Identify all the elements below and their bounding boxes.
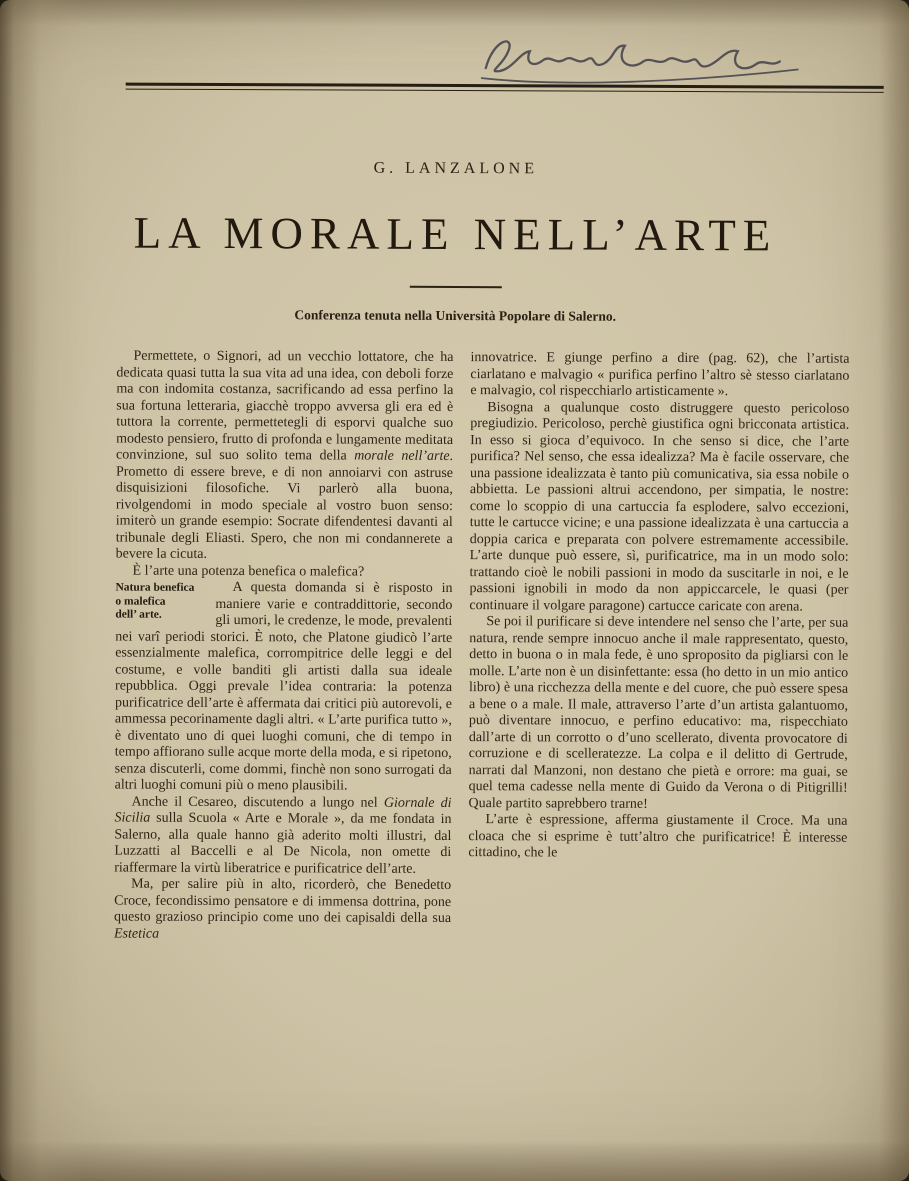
- body-text: Permettete, o Signori, ad un vecchio lottatore, che ha dedicata quasi tutta la sua vita ad una idea, con deboli forze ma con indomita costanza, sacrificando ad essa perfino la sua fortuna letteraria, giacchè troppo avversa gli era ed è tuttora la corrente, permettetegli di esporvi qualche suo modesto pensiero, frutto di profonda e lungamente meditata convinzione, sul suo solito tema della: [116, 348, 454, 464]
- paragraph: [116, 563, 453, 581]
- handwritten-signature-icon: [468, 24, 813, 94]
- subtitle: Conferenza tenuta nella Università Popolare di Salerno.: [294, 307, 617, 324]
- body-text: L’arte è espressione, afferma giustamente il Croce. Ma una cloaca che si esprime è tutt’altro che purificatrice! È interesse cittadino, che le: [468, 812, 848, 861]
- page-title: LA MORALE NELL’ARTE: [133, 207, 778, 261]
- paragraph: [116, 349, 454, 565]
- body-text: sulla Scuola « Arte e Morale », da me fondata in Salerno, alla quale hanno già aderito molti illustri, dal Luzzatti al Baccelli e al De Nicola, non omette di riaffermare la virtù liberatrice e purificatrice dell’arte.: [114, 810, 452, 877]
- author-name: G. LANZALONE: [373, 159, 539, 178]
- paragraph: [470, 350, 849, 401]
- text-columns: [114, 349, 850, 946]
- paragraph: [114, 877, 451, 944]
- paragraph: [469, 400, 849, 616]
- italic-text: Giornale di Sicilia: [114, 795, 452, 826]
- paragraph: [468, 812, 847, 863]
- text-column-left: [114, 349, 454, 944]
- italic-text: morale nell’arte: [354, 448, 450, 464]
- body-text: Bisogna a qualunque costo distruggere questo pericoloso pregiudizio. Pericoloso, perchè giustifica ogni bricconata artistica. In esso si gioca d’equivoco. In che senso si dice, che l’arte purifica? Nel senso, che essa idealizza? Ma è facile osservare, che una passione idealizzata è tanto più comunicativa, sia essa nobile o abbietta. Le passioni altrui accendono, per simpatia, le nostre: come lo scoppio di una cartuccia fa esplodere, salvo eccezioni, tutte le cartucce vicine; e una passione idealizzata è una cartuccia a doppia carica e preparata con polvere estremamente accessibile. L’arte dunque può essere, sì, purificatrice, ma in un modo solo: trattando cioè le nobili passioni in modo da suscitarle in noi, e le passioni ignobili in modo da non appiccarcele, le quasi (per continuare il volgare paragone) cartucce caricate con arena.: [469, 399, 850, 615]
- paragraph: [469, 614, 849, 814]
- body-text: innovatrice. E giunge perfino a dire (pag. 62), che l’artista ciarlatano e malvagio « purifica perfino l’altro sè stesso ciarlatano e malvagio, col rispecchiarlo artisticamente ».: [470, 350, 850, 400]
- paragraph: [114, 794, 451, 878]
- body-text: Se poi il purificare si deve intendere nel senso che l’arte, per sua natura, rende sempre innocuo anche il male rappresentato, questo, detto in buona o in mala fede, è uno sproposito da pigliarsi con le molle. L’arte non è un disinfettante: essa (ho detto in un mio antico libro) è una ricchezza della mente e del cuore, che può essere spesa a bene o a male. Il male, attraverso l’arte d’un artista galantuomo, può diventare innocuo, e perfino educativo: ma, rispecchiato dall’arte di un corrotto o d’uno scellerato, diventa provocatore di corruzione e di scelleratezze. La colpa e il delitto di Gertrude, narrati dal Manzoni, non destano che pietà e orrore: ma guai, se quel tema cadesse nella mente di Guido da Verona o di Pitigrilli! Quale partito saprebbero trarne!: [468, 614, 849, 812]
- margin-note: Natura benefica o malefica dell’ arte.: [115, 581, 195, 621]
- paragraph: [115, 580, 453, 796]
- text-column-right: [468, 350, 850, 946]
- body-text: Anche il Cesareo, discutendo a lungo nel: [131, 794, 384, 811]
- body-text: È l’arte una potenza benefica o malefica?: [132, 563, 365, 580]
- body-text: . Prometto di essere breve, e di non annoiarvi con astruse disquisizioni filosofiche. Vi parlerò alla buona, rivolgendomi in modo speciale al vostro buon senso: imiterò un grande esempio: Socrate difendentesi davanti al tribunale degli Eliasti. Spero, che non mi condannerete a bevere la cicuta.: [115, 448, 454, 562]
- italic-text: Estetica: [113, 926, 160, 942]
- title-rule: [409, 286, 501, 288]
- body-text: A questa domanda si è risposto in maniere varie e contraddittorie, secondo gli umori, le credenze, le mode, prevalenti nei varî periodi storici. È noto, che Platone giudicò l’arte essenzialmente malefica, corrompitrice delle leggi e del costume, e volle banditi gli artisti dalla sua ideale repubblica. Oggi prevale l’idea contraria: la potenza purificatrice dell’arte è affermata dai critici più autorevoli, e ammessa pecorinamente dagli altri. « L’arte purifica tutto », è diventato uno di quei luoghi comuni, che di tempo in tempo affiorano sulle acque morte della moda, e si ripetono, senza discuterli, come dommi, finchè non sono surrogati da altri luoghi comuni più o meno plausibili.: [114, 580, 453, 794]
- body-text: Ma, per salire più in alto, ricorderò, che Benedetto Croce, fecondissimo pensatore e di immensa dottrina, pone questo grazioso principio come uno dei capisaldi della sua: [114, 876, 452, 926]
